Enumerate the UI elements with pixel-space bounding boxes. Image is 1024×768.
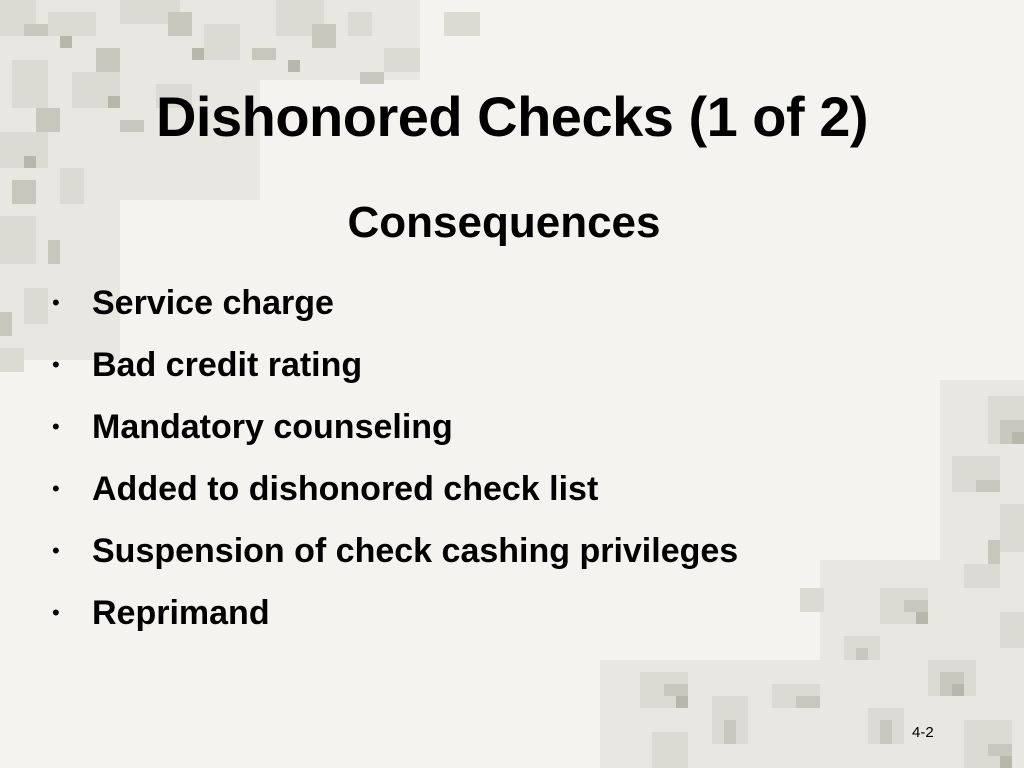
- list-item: [52, 396, 738, 458]
- list-item: [52, 582, 738, 644]
- list-item: [52, 520, 738, 582]
- bullet-text: Service charge: [92, 283, 334, 322]
- bullet-icon: •: [52, 538, 60, 563]
- slide-subheading: Consequences: [347, 198, 661, 247]
- list-item: [52, 272, 738, 334]
- bullet-text: Mandatory counseling: [92, 407, 453, 446]
- bullet-text: Reprimand: [92, 593, 270, 632]
- list-item: [52, 458, 738, 520]
- bullet-icon: •: [52, 290, 60, 315]
- bullet-icon: •: [52, 600, 60, 625]
- bullet-icon: •: [52, 414, 60, 439]
- bullet-text: Bad credit rating: [92, 345, 363, 384]
- page-number: 4-2: [912, 724, 934, 741]
- bullet-list: [52, 272, 738, 644]
- bullet-text: Added to dishonored check list: [92, 469, 599, 508]
- slide-title: Dishonored Checks (1 of 2): [155, 85, 869, 148]
- bullet-text: Suspension of check cashing privileges: [92, 531, 739, 570]
- bullet-icon: •: [52, 352, 60, 377]
- bullet-icon: •: [52, 476, 60, 501]
- list-item: [52, 334, 738, 396]
